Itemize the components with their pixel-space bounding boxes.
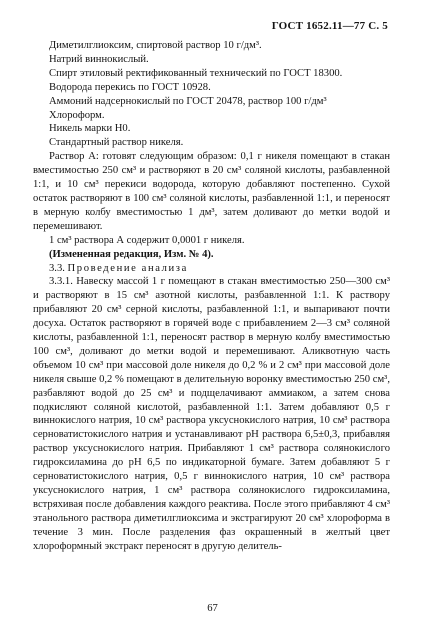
procedure-paragraph: 3.3.1. Навеску массой 1 г помещают в стакан вместимостью 250—300 см³ и растворяют в 15 см³ азотной кислоты, разбавленной 1:1. К раствору прибавляют 20 см³ серной кислоты, разбавленной 1:1, и выпаривают почти досуха. Остаток растворяют в горячей воде с прибавлением 2—3 см³ соляной кислоты, разбавленной 1:1, переносят раствор в мерную колбу вместимостью 100 см³, доливают до метки водой и перемешивают. Аликвотную часть объемом 10 см³ при массовой доле никеля до 0,2 % и 2 см³ при массовой доле никеля свыше 0,2 % помещают в делительную воронку вместимостью 250 см³, разбавляют водой до 25 см³ и подщелачивают аммиаком, а затем снова подкисляют соляной кислотой, разбавленной 1:1. Затем добавляют 0,5 г виннокислого натрия, 10 см³ раствора уксуснокислого натрия, 10 см³ раствора серноватистокислого натрия и устанавливают pH раствора 6,5±0,3, прибавляя раствор уксуснокислого натрия. Прибавляют 1 см³ раствора солянокислого гидроксиламина до pH 6,5 по индикаторной бумаге. Затем добавляют 5 г серноватистокислого натрия, 0,5 г виннокислого натрия, 10 см³ раствора уксуснокислого натрия, 1 см³ раствора солянокислого гидроксиламина, встряхивая после добавления каждого реактива. После этого прибавляют 4 см³ этанольного раствора диметилглиоксима и экстрагируют 20 см³ хлороформа в течение 3 мин. После разделения фаз окрашенный в желтый цвет хлороформный экстракт переносят в другую делитель- xyxy=(33,276,390,552)
running-head: ГОСТ 1652.11—77 С. 5 xyxy=(271,20,388,32)
reagent-line: Аммоний надсернокислый по ГОСТ 20478, раствор 100 г/дм³ xyxy=(49,95,327,107)
reagent-line: Стандартный раствор никеля. xyxy=(49,137,184,149)
reagent-line: Спирт этиловый ректификованный технический по ГОСТ 18300. xyxy=(49,67,343,79)
solution-a-concentration: 1 см³ раствора А содержит 0,0001 г никеля. xyxy=(49,234,245,246)
section-number: 3.3. xyxy=(49,262,65,274)
page-number: 67 xyxy=(207,603,218,614)
amendment-note: (Измененная редакция, Изм. № 4). xyxy=(49,248,214,260)
reagent-line: Водорода перекись по ГОСТ 10928. xyxy=(49,81,211,93)
reagent-line: Натрий виннокислый. xyxy=(49,53,149,65)
reagent-line: Хлороформ. xyxy=(49,109,105,121)
document-body xyxy=(33,39,390,554)
section-heading xyxy=(33,262,390,276)
section-title: Проведение анализа xyxy=(67,262,188,274)
reagent-line: Никель марки Н0. xyxy=(49,123,131,135)
reagent-line: Диметилглиоксим, спиртовой раствор 10 г/дм³. xyxy=(49,40,262,51)
solution-a-paragraph: Раствор А: готовят следующим образом: 0,1 г никеля помещают в стакан вместимостью 250 см³ и растворяют в 20 см³ соляной кислоты, разбавленной 1:1, и 10 см³ перекиси водорода, которую добавляют постепенно. Сухой остаток растворяют в 100 см³ соляной кислоты, разбавленной 1:1, и переносят в мерную колбу вместимостью 1 дм³, затем доливают до метки водой и перемешивают. xyxy=(33,151,390,232)
